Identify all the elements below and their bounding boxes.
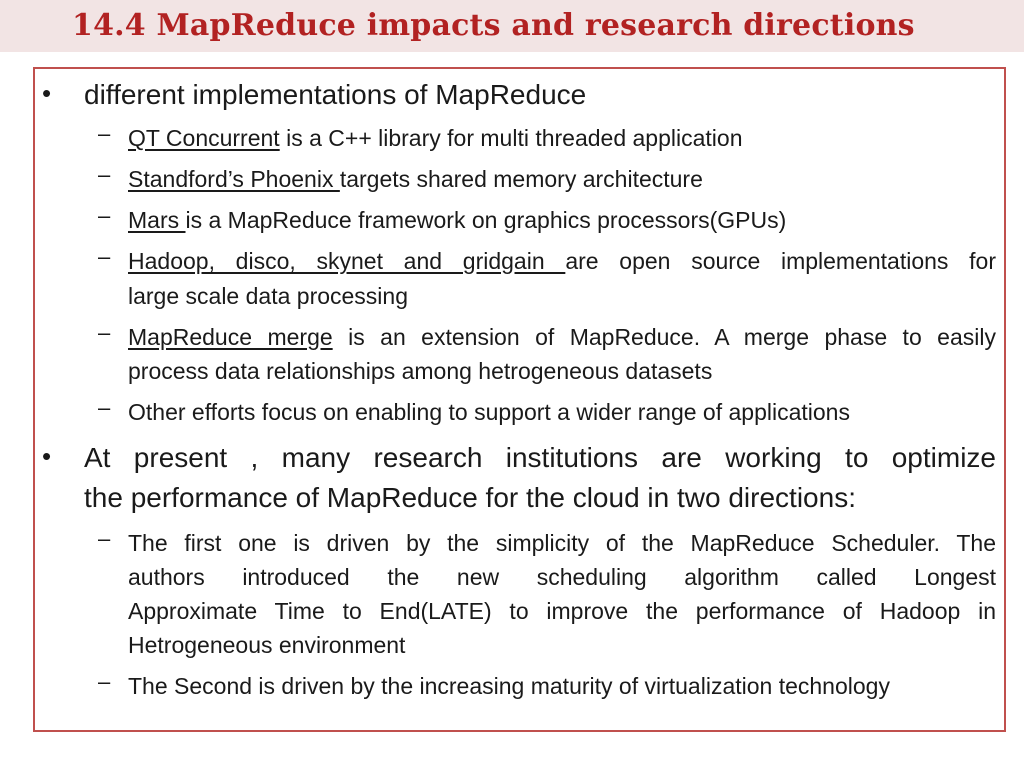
- merge-desc-cont: process data relationships among hetrogeneous datasets: [128, 358, 713, 384]
- hadoop-desc: are open source implementations for: [565, 248, 996, 274]
- bullet-icon: •: [42, 78, 52, 108]
- dash-icon: –: [98, 121, 111, 146]
- phoenix-link[interactable]: Standford’s Phoenix: [128, 166, 340, 192]
- sub-item-hadoop: [128, 244, 996, 278]
- first-direction-line-1: The first one is driven by the simplicity of the MapReduce Scheduler. The: [128, 530, 996, 556]
- slide-title: 14.4 MapReduce impacts and research directions: [72, 8, 915, 43]
- merge-link[interactable]: MapReduce merge: [128, 324, 333, 350]
- qt-link[interactable]: QT Concurrent: [128, 125, 280, 151]
- bullet-2-line-2: the performance of MapReduce for the cloud in two directions:: [84, 482, 856, 513]
- bullet-2-line-1: At present , many research institutions are working to optimize: [84, 442, 996, 473]
- title-bar: [0, 0, 1024, 52]
- dash-icon: –: [98, 203, 111, 228]
- dash-icon: –: [98, 162, 111, 187]
- dash-icon: –: [98, 320, 111, 345]
- sub-item-qt: [128, 121, 743, 155]
- second-direction: The Second is driven by the increasing maturity of virtualization technology: [128, 673, 890, 699]
- dash-icon: –: [98, 244, 111, 269]
- dash-icon: –: [98, 395, 111, 420]
- hadoop-desc-cont: large scale data processing: [128, 283, 408, 309]
- dash-icon: –: [98, 526, 111, 551]
- phoenix-desc: targets shared memory architecture: [339, 166, 703, 192]
- first-direction-line-2: authors introduced the new scheduling algorithm called Longest: [128, 564, 996, 590]
- sub-item-merge: [128, 320, 996, 354]
- mars-desc: is a MapReduce framework on graphics processors(GPUs): [185, 207, 787, 233]
- bullet-icon: •: [42, 441, 52, 471]
- sub-item-mars: [128, 203, 786, 237]
- first-direction-line-3: Approximate Time to End(LATE) to improve the performance of Hadoop in: [128, 598, 996, 624]
- dash-icon: –: [98, 669, 111, 694]
- qt-desc: is a C++ library for multi threaded application: [279, 125, 743, 151]
- merge-desc: is an extension of MapReduce. A merge phase to easily: [332, 324, 996, 350]
- hadoop-link[interactable]: Hadoop, disco, skynet and gridgain: [128, 248, 566, 274]
- sub-item-other: Other efforts focus on enabling to support a wider range of applications: [128, 399, 850, 425]
- sub-item-phoenix: [128, 162, 703, 196]
- first-direction-line-4: Hetrogeneous environment: [128, 632, 406, 658]
- bullet-1-text: different implementations of MapReduce: [84, 79, 587, 110]
- mars-link[interactable]: Mars: [128, 207, 186, 233]
